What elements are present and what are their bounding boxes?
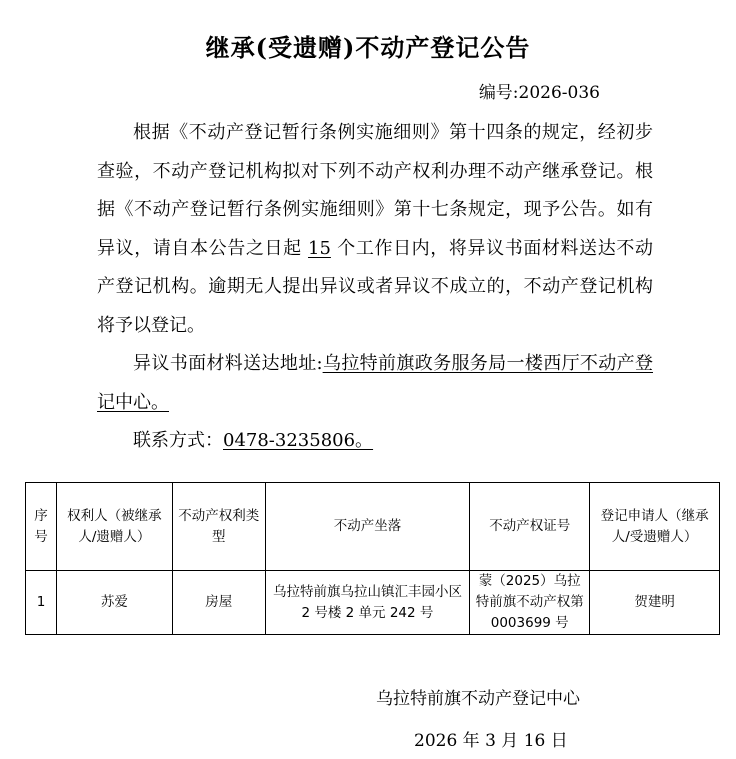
header-right-holder: 权利人（被继承人/遗赠人） — [56, 483, 172, 571]
header-applicant: 登记申请人（继承人/受遗赠人） — [590, 483, 720, 571]
cell-location: 乌拉特前旗乌拉山镇汇丰园小区 2 号楼 2 单元 242 号 — [265, 571, 470, 635]
notice-title: 继承(受遗赠)不动产登记公告 — [205, 33, 531, 62]
address-label: 异议书面材料送达地址: — [133, 353, 323, 374]
contact-label: 联系方式： — [133, 430, 223, 451]
cell-right-holder: 苏爱 — [56, 571, 172, 635]
notice-paragraph-1 — [97, 114, 653, 345]
cell-serial-number: 1 — [26, 571, 57, 635]
table-row — [26, 571, 720, 635]
notice-paragraph-2 — [97, 345, 653, 422]
table-header-row — [26, 483, 720, 571]
document-number: 编号:2026-036 — [478, 83, 600, 103]
notice-paragraph-3 — [97, 422, 653, 461]
paragraph-1-text-a: 根据《不动产登记暂行条例实施细则》第十四条的规定，经初步查验，不动产登记机构拟对下列不动产权利办理不动产继承登记。根据《不动产登记暂行条例实施细则》第十七条规定，现予公告。如有异议，请自本公告之日起 — [97, 122, 653, 259]
cell-applicant: 贺建明 — [590, 571, 720, 635]
registration-table — [25, 482, 720, 635]
cell-right-type: 房屋 — [172, 571, 265, 635]
issue-date: 2026 年 3 月 16 日 — [414, 731, 568, 751]
issuer-name: 乌拉特前旗不动产登记中心 — [376, 689, 580, 709]
notice-body — [97, 114, 653, 461]
paragraph-1-text-b: 个工作日内，将异议书面材料送达不动产登记机构。逾期无人提出异议或者异议不成立的，不动产登记机构将予以登记。 — [97, 237, 653, 336]
header-certificate-number: 不动产权证号 — [470, 483, 590, 571]
delivery-address: 乌拉特前旗政务服务局一楼西厅不动产登记中心。 — [97, 353, 653, 413]
objection-days: 15 — [308, 237, 331, 259]
cell-certificate-number: 蒙（2025）乌拉特前旗不动产权第 0003699 号 — [470, 571, 590, 635]
header-serial-number: 序号 — [26, 483, 57, 571]
header-location: 不动产坐落 — [265, 483, 470, 571]
header-right-type: 不动产权利类型 — [172, 483, 265, 571]
contact-phone: 0478-3235806。 — [223, 430, 374, 451]
